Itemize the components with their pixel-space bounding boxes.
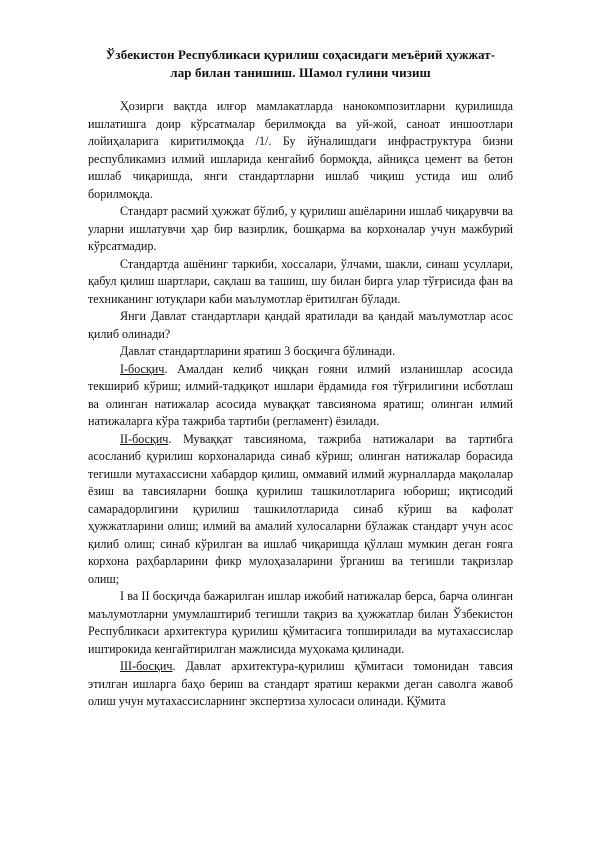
paragraph-standard-contents: Стандартда ашёнинг таркиби, хоссалари, ўлчами, шакли, синаш усуллари, қабул қилиш шартлари, сақлаш ва ташиш, шу билан бирга улар тўғрисида фан ва техниканинг ютуқлари каби маълумотлар ёритилган бўлади. (88, 256, 513, 306)
stage-3-label: III-босқич (120, 659, 173, 673)
title-line-1: Ўзбекистон Республикаси қурилиш соҳасидаги меъёрий ҳужжат- (105, 47, 496, 62)
paragraph-stage-2 (88, 431, 513, 589)
paragraph-stage-3 (88, 658, 513, 711)
paragraph-intro: Ҳозирги вақтда илғор мамлакатларда нанокомпозитларни қурилишда ишлатишга доир кўрсатмалар берилмоқда ва уй-жой, саноат иншоотлари лойиҳаларига киритилмоқда /1/. Бу йўналишдаги инфраструктура бизни республикамиз илмий ишларида кенгайиб бормоқда, айниқса цемент ва бетон ишлаб чиқаришда, янги стандартларни ишлаб чиқиш устида иш олиб борилмоқда. (88, 99, 513, 201)
stage-1-text: . Амалдан келиб чиққан ғояни илмий изланишлар асосида текшириб кўриш; илмий-тадқиқот ишлари ёрдамида ғоя тўғрилигини исботлаш ва олинган натижалар асосида муваққат тавсиянома яратиш; олинган илмий натижаларга кўра тажриба тартиби (регламент) ёзилади. (88, 361, 513, 428)
paragraph-stages-summary: I ва II босқичда бажарилган ишлар ижобий натижалар берса, барча олинган маълумотларни умумлаштириб тегишли тақриз ва ҳужжатлар билан Ўзбекистон Республикаси архитектура қурилиш қўмитасига топширилади ва мутахассислар иштирокида кенгайтирилган мажлисида муҳокама қилинади. (88, 589, 513, 656)
stage-1-label: I-босқич (120, 361, 165, 376)
stage-3-text: . Давлат архитектура-қурилиш қўмитаси томонидан тавсия этилган ишларга баҳо бериш ва стандарт яратиш керакми деган саволга жавоб олиш учун мутахассисларнинг экспертиза хулосаси олинади. Қўмита (88, 659, 513, 708)
title-line-2: лар билан танишиш. Шамол гулини чизиш (170, 65, 431, 80)
document-title (88, 46, 513, 82)
stage-2-label: II-босқич (120, 431, 169, 446)
document-page (88, 46, 513, 711)
paragraph-three-stages: Давлат стандартларини яратиш 3 босқичга бўлинади. (120, 344, 396, 358)
stage-2-text: . Муваққат тавсиянома, тажриба натижалари ва тартибга асосланиб қурилиш корхоналарида синаб кўриш; олинган натижалар борасида тегишли мутахассисни хабардор қилиш, оммавий илмий журналларда мақолалар ёзиш ва тавсияларни бошқа қурилиш ташкилотларига юбориш; иқтисодий самарадорлигини қурилиш ташкилотларида синаб кўриш ва кафолат ҳужжатларини олиш; илмий ва амалий хулосаларни бўлажак стандарт учун асос қилиб олиш; синаб кўрилган ва ишлаб чиқаришда қўллаш мумкин деган ғояга корхона раҳбарларини фикр мулоҳазаларини ўрганиш ва тегишли тақризлар олиш; (88, 431, 513, 586)
paragraph-standard-definition: Стандарт расмий ҳужжат бўлиб, у қурилиш ашёларини ишлаб чиқарувчи ва уларни ишлатувчи ҳар бир вазирлик, бошқарма ва корхоналар учун мажбурий кўрсатмадир. (88, 204, 513, 253)
paragraph-stage-1 (88, 361, 513, 431)
paragraph-question: Янги Давлат стандартлари қандай яратилади ва қандай маълумотлар асос қилиб олинади? (88, 309, 513, 341)
